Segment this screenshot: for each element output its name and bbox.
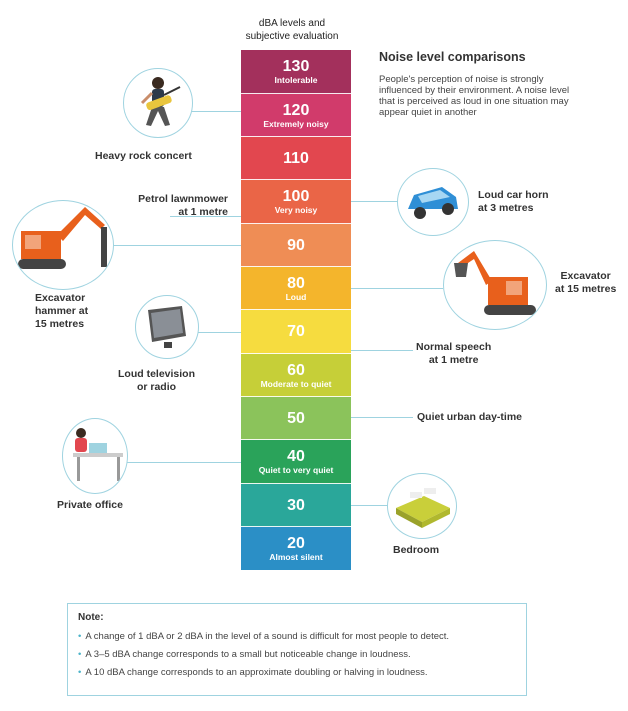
excavator-label bbox=[555, 270, 616, 296]
band-label: Loud bbox=[285, 291, 307, 302]
band-level: 20 bbox=[287, 535, 305, 552]
band-level: 30 bbox=[287, 496, 305, 514]
car-horn-label-line2: at 3 metres bbox=[478, 202, 534, 214]
band-level: 130 bbox=[282, 58, 310, 75]
band-level: 120 bbox=[282, 101, 310, 119]
lawnmower-label bbox=[128, 193, 228, 219]
note-item bbox=[78, 646, 516, 664]
television-label bbox=[118, 368, 195, 394]
band-label: Quiet to very quiet bbox=[258, 465, 334, 475]
connector-line bbox=[113, 245, 241, 246]
bedroom-label: Bedroom bbox=[393, 544, 440, 556]
scale-title-line2: subjective evaluation bbox=[245, 31, 339, 42]
office-label: Private office bbox=[57, 499, 123, 511]
comparison-description: People's perception of noise is strongly influenced by their environment. A noise level that is perceived as loud in one situation may appear quiet in another bbox=[379, 74, 570, 118]
bullet-icon: • bbox=[78, 649, 82, 660]
connector-line bbox=[196, 332, 241, 333]
speech-label-line1: Normal speech bbox=[416, 341, 492, 353]
television-label-line1: Loud television bbox=[118, 368, 196, 380]
band-label: Moderate to quiet bbox=[260, 378, 332, 389]
scale-title-line1: dBA levels and bbox=[258, 18, 326, 29]
connector-line bbox=[351, 505, 388, 506]
band-50 bbox=[241, 397, 351, 440]
note-text: A 10 dBA change corresponds to an approximate doubling or halving in loudness. bbox=[85, 667, 428, 678]
excavator-hammer-icon bbox=[13, 201, 113, 289]
note-text: A 3–5 dBA change corresponds to a small but noticeable change in loudness. bbox=[85, 649, 411, 660]
bullet-icon: • bbox=[78, 667, 82, 678]
bedroom-illustration bbox=[387, 473, 457, 539]
band-120 bbox=[241, 94, 351, 137]
excavator-hammer-label-line1: Excavator bbox=[35, 292, 86, 304]
note-item bbox=[78, 628, 516, 646]
band-level: 40 bbox=[287, 448, 305, 465]
connector-line bbox=[351, 350, 413, 351]
connector-line bbox=[125, 462, 241, 463]
band-label: Intolerable bbox=[274, 75, 318, 85]
scale-title bbox=[230, 17, 354, 43]
connector-line bbox=[351, 417, 413, 418]
note-box bbox=[67, 603, 527, 696]
car-icon bbox=[398, 169, 468, 235]
band-label: Almost silent bbox=[269, 552, 323, 562]
car-illustration bbox=[397, 168, 469, 236]
guitarist-icon bbox=[124, 69, 192, 137]
note-title: Note: bbox=[78, 612, 104, 623]
band-level: 110 bbox=[283, 149, 309, 167]
band-90 bbox=[241, 224, 351, 267]
car-horn-label bbox=[478, 189, 549, 215]
speech-label bbox=[416, 341, 491, 367]
excavator-illustration bbox=[443, 240, 547, 330]
band-30 bbox=[241, 484, 351, 527]
bed-icon bbox=[388, 474, 456, 538]
band-110 bbox=[241, 137, 351, 180]
band-20 bbox=[241, 527, 351, 570]
television-label-line2: or radio bbox=[136, 381, 177, 393]
band-130 bbox=[241, 50, 351, 94]
rock-concert-label: Heavy rock concert bbox=[95, 150, 192, 162]
excavator-hammer-label bbox=[35, 292, 88, 331]
note-item bbox=[78, 664, 516, 682]
office-illustration bbox=[62, 418, 128, 494]
urban-label: Quiet urban day-time bbox=[417, 411, 523, 423]
television-icon bbox=[136, 296, 198, 358]
band-level: 60 bbox=[287, 361, 305, 379]
band-level: 90 bbox=[287, 236, 305, 254]
band-40 bbox=[241, 440, 351, 484]
excavator-label-line1: Excavator bbox=[560, 270, 611, 282]
band-label: Extremely noisy bbox=[263, 118, 329, 129]
band-70 bbox=[241, 310, 351, 354]
office-worker-icon bbox=[63, 419, 127, 493]
excavator-hammer-label-line3: 15 metres bbox=[35, 318, 85, 330]
lawnmower-label-line1: Petrol lawnmower bbox=[138, 193, 228, 205]
band-60 bbox=[241, 354, 351, 397]
car-horn-label-line1: Loud car horn bbox=[478, 189, 549, 201]
connector-line bbox=[351, 288, 443, 289]
comparison-heading: Noise level comparisons bbox=[379, 50, 526, 64]
band-100 bbox=[241, 180, 351, 224]
speech-label-line2: at 1 metre bbox=[428, 354, 479, 366]
band-level: 50 bbox=[287, 409, 305, 427]
lawnmower-label-line2: at 1 metre bbox=[178, 206, 228, 218]
connector-line bbox=[190, 111, 241, 112]
excavator-label-line2: at 15 metres bbox=[555, 283, 617, 295]
band-level: 80 bbox=[287, 274, 305, 292]
note-text: A change of 1 dBA or 2 dBA in the level of a sound is difficult for most people to detect. bbox=[85, 631, 450, 642]
band-level: 100 bbox=[282, 188, 310, 205]
excavator-icon bbox=[444, 241, 546, 329]
connector-line bbox=[351, 201, 398, 202]
excavator-hammer-illustration bbox=[12, 200, 114, 290]
band-label: Very noisy bbox=[274, 205, 318, 215]
excavator-hammer-label-line2: hammer at bbox=[35, 305, 89, 317]
rock-concert-illustration bbox=[123, 68, 193, 138]
television-illustration bbox=[135, 295, 199, 359]
band-80 bbox=[241, 267, 351, 310]
bullet-icon: • bbox=[78, 631, 82, 642]
band-level: 70 bbox=[287, 323, 305, 340]
